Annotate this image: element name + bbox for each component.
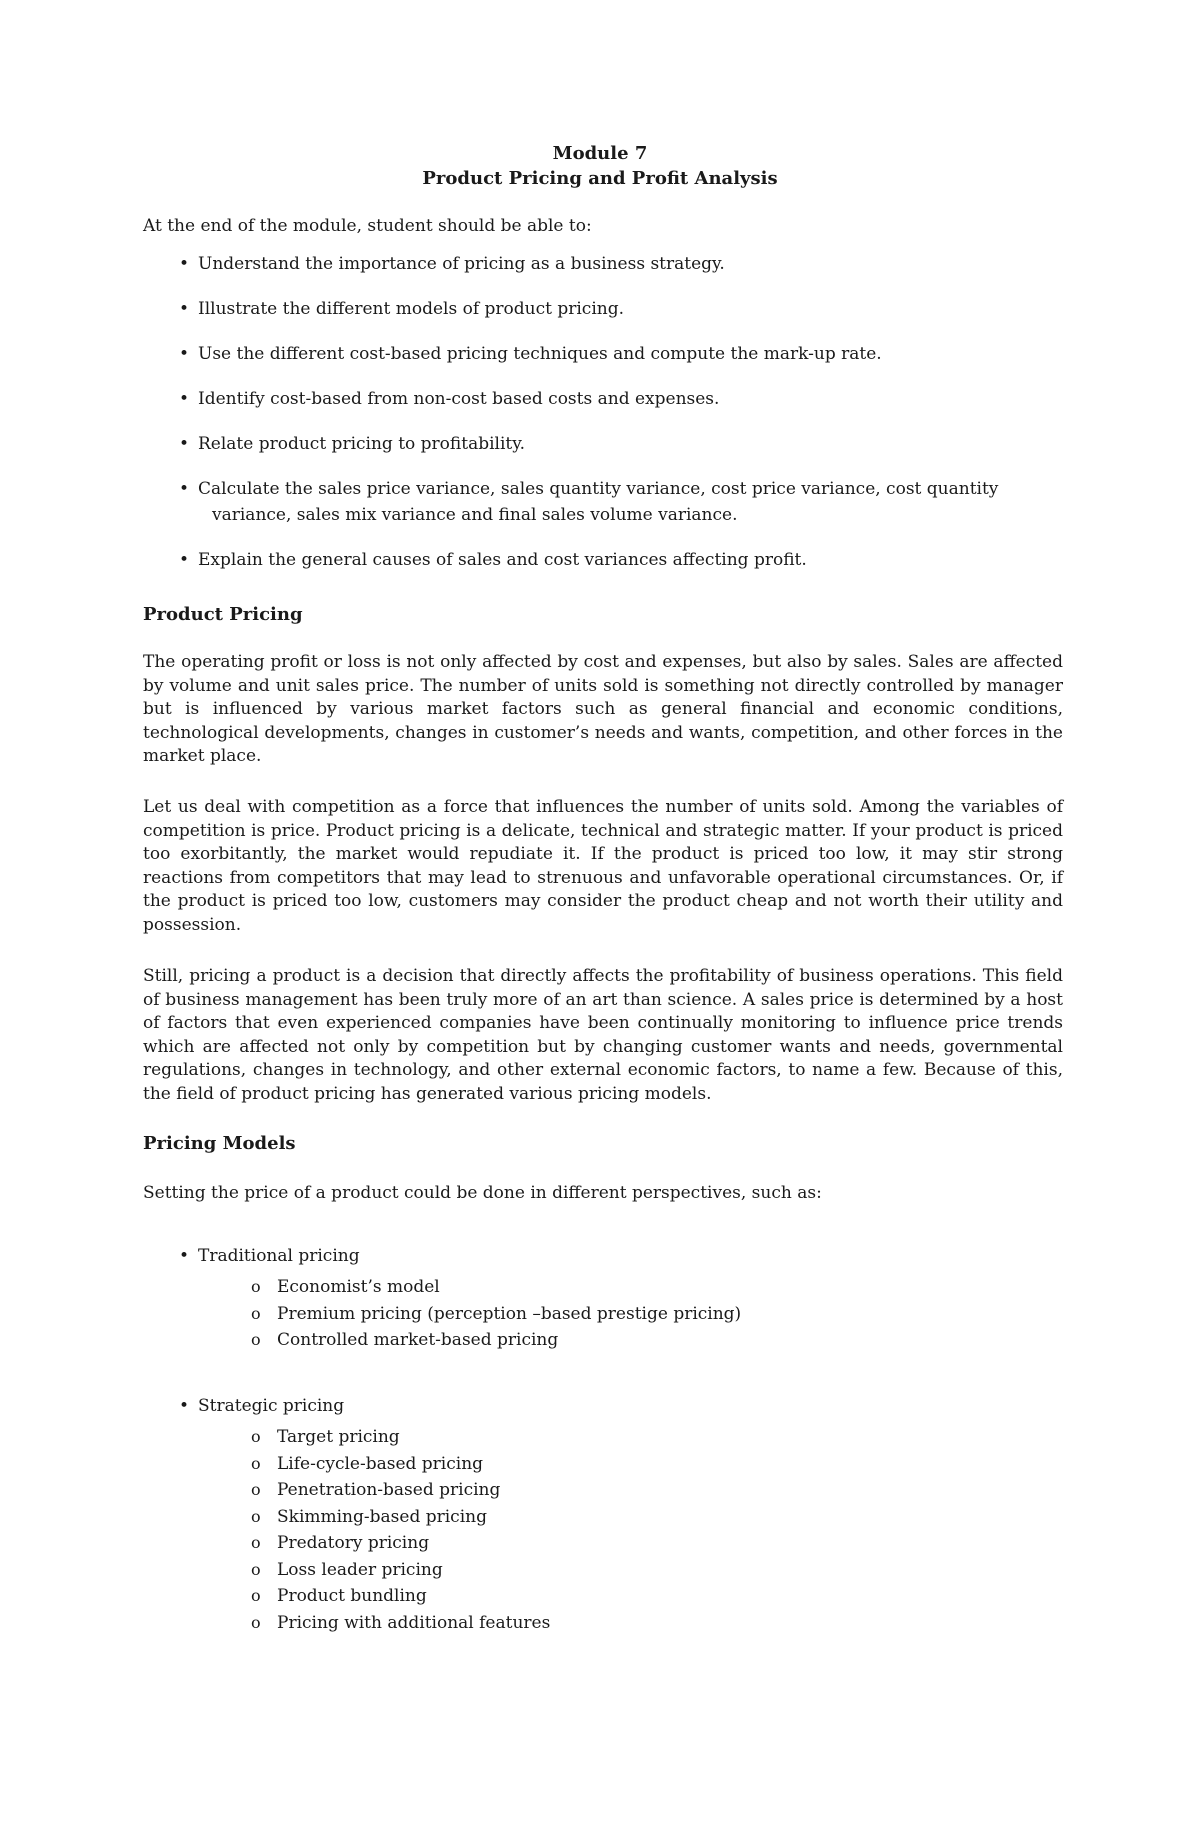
paragraph: Still, pricing a product is a decision that directly affects the profitability of business operations. This field of business management has been truly more of an art than science. A sales price is determined by a host of factors that even experienced companies have been continually monitoring to influence price trends which are affected not only by competition but by changing customer wants and needs, governmental regulations, changes in technology, and other external economic factors, to name a few. Because of this, the field of product pricing has generated various pricing models.	[143, 966, 1063, 1104]
sublist-item: o Life-cycle-based pricing	[143, 1451, 1073, 1478]
list-item: • Explain the general causes of sales and cost variances affecting profit.	[143, 547, 1073, 573]
list-item-label: Traditional pricing	[198, 1246, 360, 1266]
list-item: • Relate product pricing to profitability.	[143, 431, 1073, 457]
list-item-text: Calculate the sales price variance, sales quantity variance, cost price variance, cost quantity	[198, 479, 999, 499]
sublist	[198, 1424, 1073, 1636]
list-item-continuation: variance, sales mix variance and final sales volume variance.	[212, 505, 738, 525]
pricing-models-intro: Setting the price of a product could be done in different perspectives, such as:	[143, 1183, 822, 1203]
sublist-item: o Loss leader pricing	[143, 1557, 1073, 1584]
sublist-item: o Predatory pricing	[143, 1530, 1073, 1557]
list-item	[143, 476, 1073, 528]
objectives-list	[143, 251, 1073, 592]
pricing-models-list-strategic	[143, 1393, 1073, 1636]
list-item: • Use the different cost-based pricing techniques and compute the mark-up rate.	[143, 341, 1073, 367]
pricing-models-list	[143, 1243, 1073, 1354]
sublist	[198, 1274, 1073, 1354]
document-title	[0, 141, 1200, 191]
sublist-item: o Product bundling	[143, 1583, 1073, 1610]
sublist-item: o Controlled market-based pricing	[143, 1327, 1073, 1354]
module-number: Module 7	[552, 143, 648, 164]
list-item: • Identify cost-based from non-cost based costs and expenses.	[143, 386, 1073, 412]
sublist-item: o Penetration-based pricing	[143, 1477, 1073, 1504]
objectives-intro: At the end of the module, student should be able to:	[143, 216, 592, 236]
list-item: • Understand the importance of pricing as a business strategy.	[143, 251, 1073, 277]
section-heading-product-pricing: Product Pricing	[143, 604, 303, 625]
list-item-traditional-pricing	[143, 1243, 1073, 1354]
list-item: • Illustrate the different models of product pricing.	[143, 296, 1073, 322]
sublist-item: o Premium pricing (perception –based prestige pricing)	[143, 1301, 1073, 1328]
paragraph: Let us deal with competition as a force that influences the number of units sold. Among the variables of competition is price. Product pricing is a delicate, technical and strategic matter. If your product is priced too exorbitantly, the market would repudiate it. If the product is priced too low, it may stir strong reactions from competitors that may lead to strenuous and unfavorable operational circumstances. Or, if the product is priced too low, customers may consider the product cheap and not worth their utility and possession.	[143, 797, 1063, 935]
paragraph: The operating profit or loss is not only affected by cost and expenses, but also by sales. Sales are affected by volume and unit sales price. The number of units sold is something not directly controlled by manager but is influenced by various market factors such as general financial and economic conditions, technological developments, changes in customer’s needs and wants, competition, and other forces in the market place.	[143, 652, 1063, 766]
sublist-item: o Skimming-based pricing	[143, 1504, 1073, 1531]
list-item-strategic-pricing	[143, 1393, 1073, 1636]
list-item-label: Strategic pricing	[198, 1396, 345, 1416]
module-title: Product Pricing and Profit Analysis	[422, 168, 778, 189]
sublist-item: o Economist’s model	[143, 1274, 1073, 1301]
section-heading-pricing-models: Pricing Models	[143, 1133, 296, 1154]
sublist-item: o Target pricing	[143, 1424, 1073, 1451]
sublist-item: o Pricing with additional features	[143, 1610, 1073, 1637]
